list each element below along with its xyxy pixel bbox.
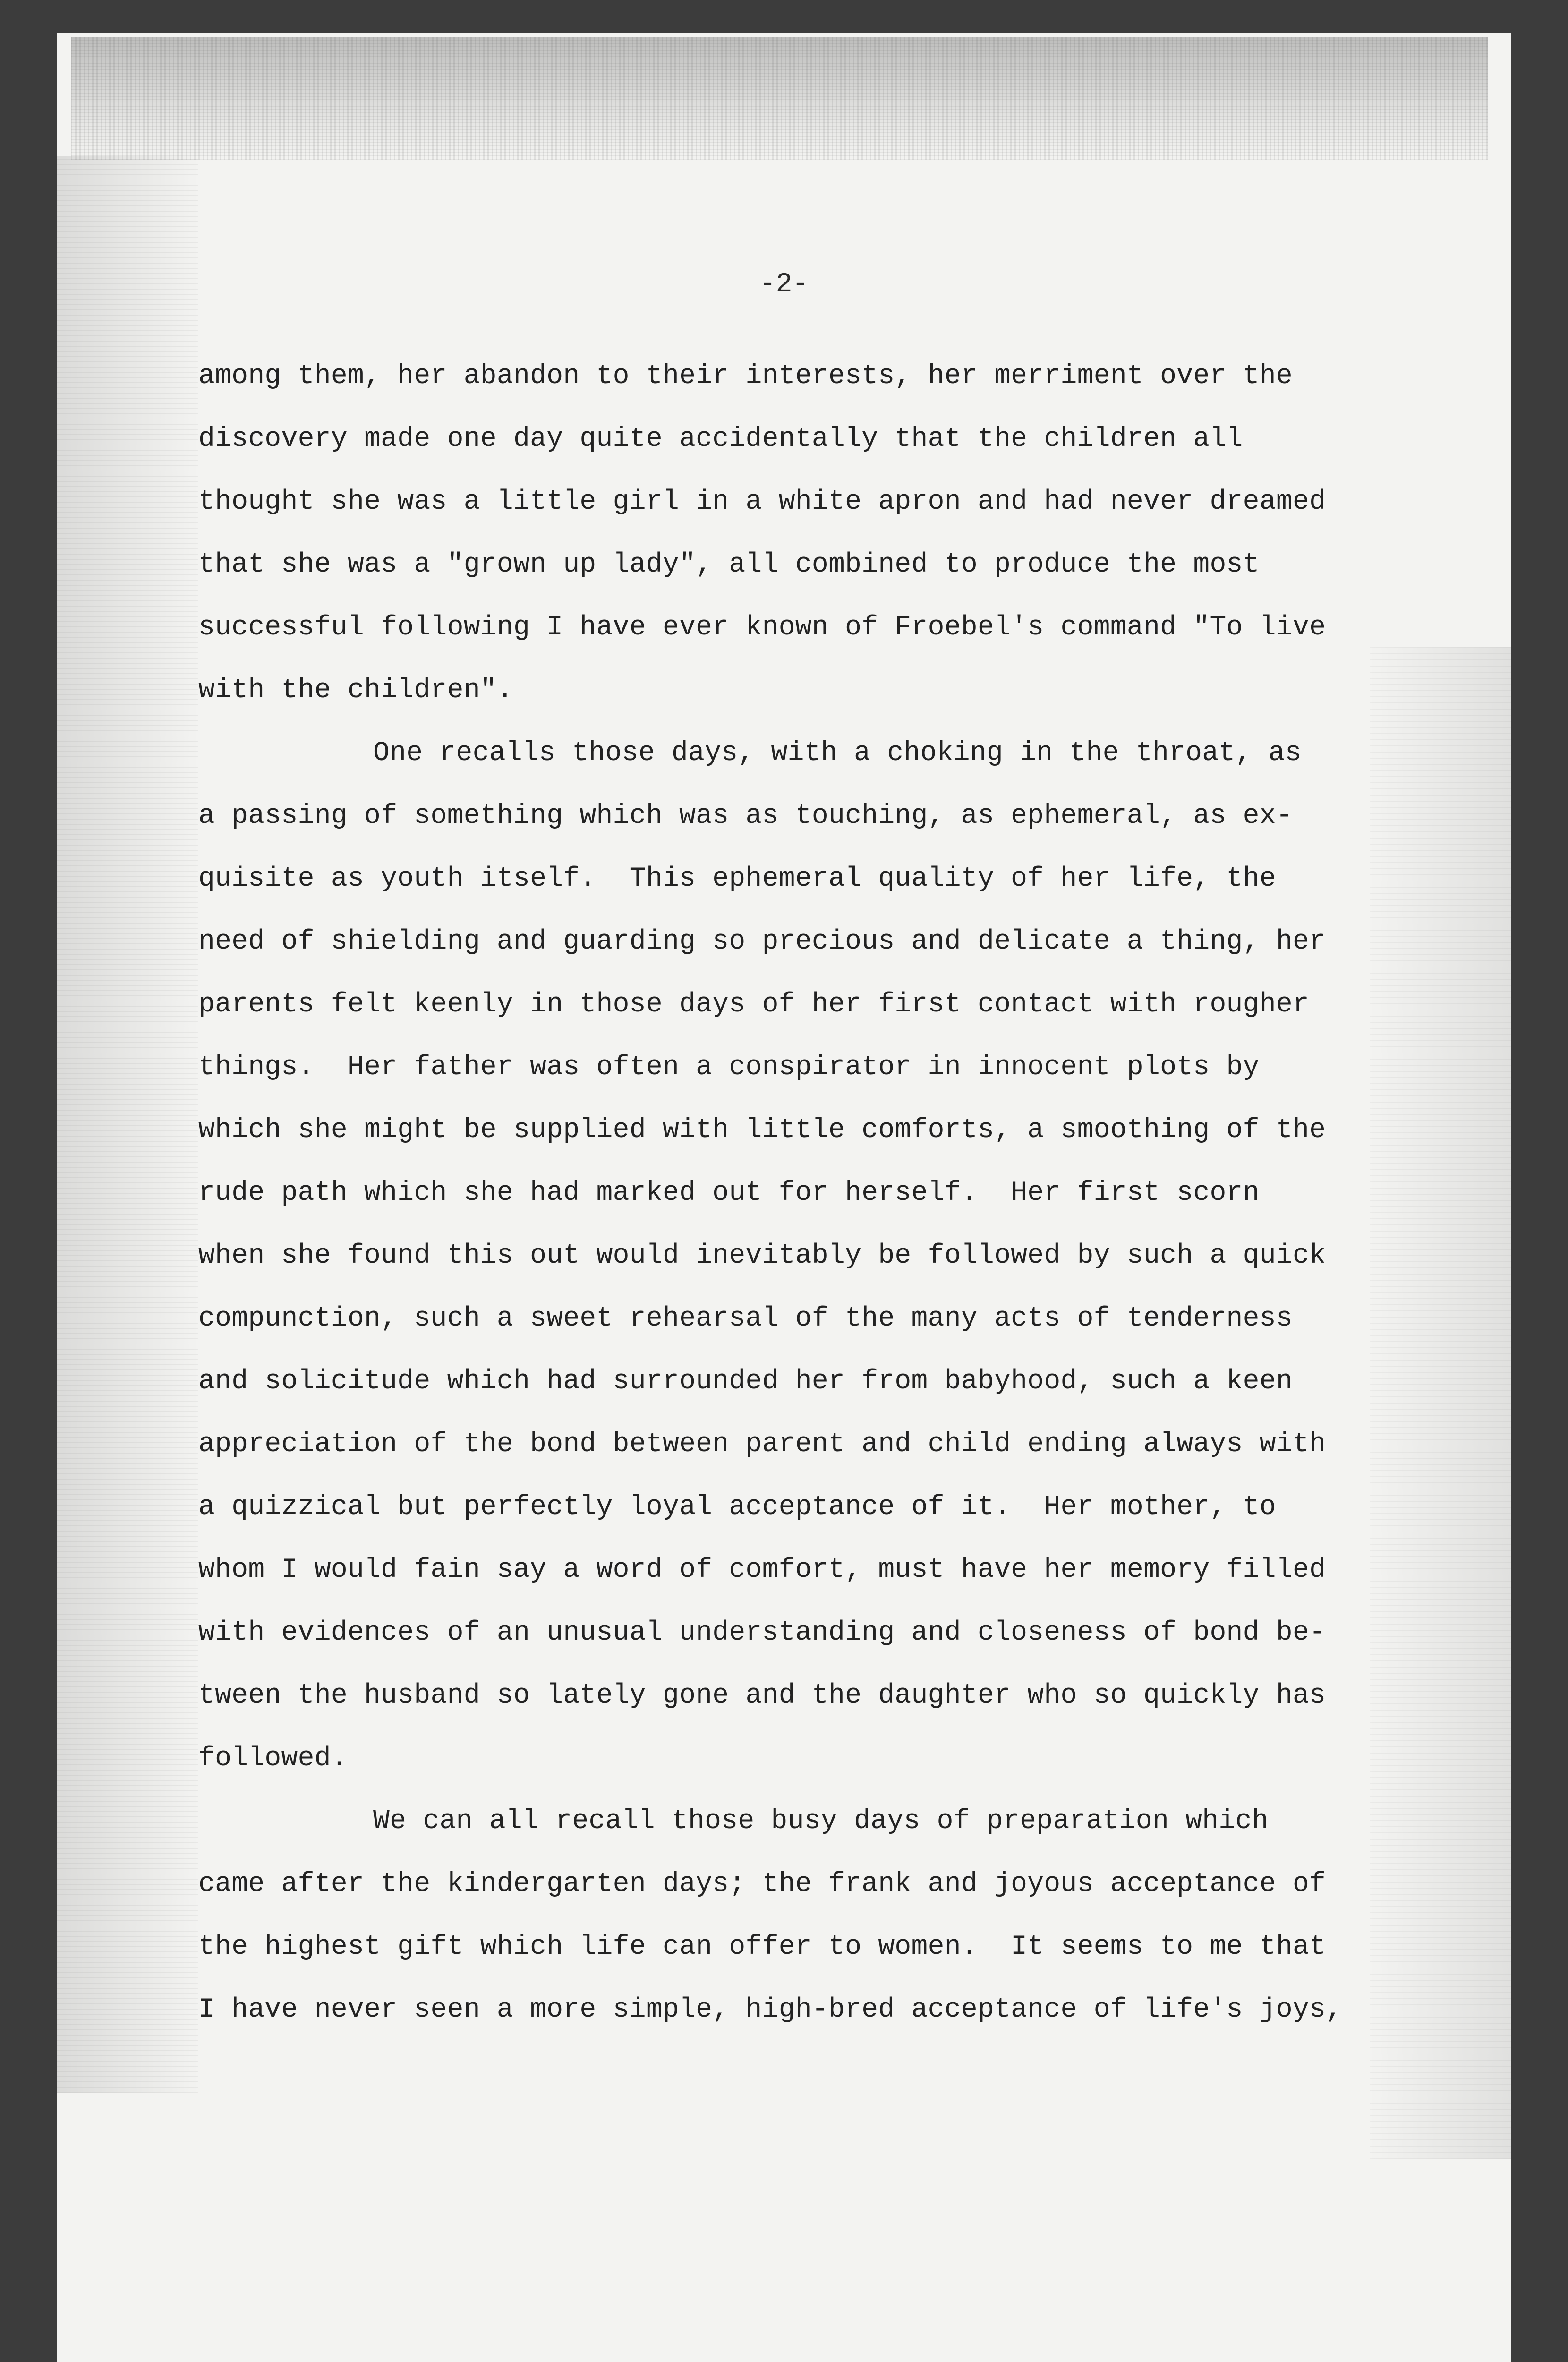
text-line: followed.: [198, 1743, 348, 1774]
text-line: quisite as youth itself. This ephemeral quality of her life, the: [198, 864, 1276, 894]
text-line: whom I would fain say a word of comfort, must have her memory filled: [198, 1555, 1326, 1585]
text-line: that she was a "grown up lady", all combined to produce the most: [198, 549, 1260, 580]
text-line: when she found this out would inevitably be followed by such a quick: [198, 1241, 1326, 1271]
page-number: -2-: [759, 269, 809, 300]
text-line: and solicitude which had surrounded her from babyhood, such a keen: [198, 1366, 1293, 1397]
typewritten-page: [57, 33, 1511, 2362]
text-line: among them, her abandon to their interests, her merriment over the: [198, 361, 1293, 392]
text-line: We can all recall those busy days of preparation which: [373, 1806, 1269, 1837]
text-line: came after the kindergarten days; the frank and joyous acceptance of: [198, 1869, 1326, 1900]
text-line: things. Her father was often a conspirator in innocent plots by: [198, 1052, 1260, 1083]
text-line: with the children".: [198, 675, 514, 706]
text-line: rude path which she had marked out for herself. Her first scorn: [198, 1178, 1260, 1208]
scan-noise-left: [57, 156, 198, 2093]
text-line: a passing of something which was as touching, as ephemeral, as ex-: [198, 801, 1293, 831]
text-line: thought she was a little girl in a white apron and had never dreamed: [198, 487, 1326, 517]
text-line: parents felt keenly in those days of her first contact with rougher: [198, 989, 1310, 1020]
text-line: appreciation of the bond between parent and child ending always with: [198, 1429, 1326, 1460]
text-line: successful following I have ever known of Froebel's command "To live: [198, 612, 1326, 643]
text-line: which she might be supplied with little comforts, a smoothing of the: [198, 1115, 1326, 1146]
text-line: with evidences of an unusual understanding and closeness of bond be-: [198, 1617, 1326, 1648]
text-line: I have never seen a more simple, high-bred acceptance of life's joys,: [198, 1994, 1343, 2025]
text-line: the highest gift which life can offer to women. It seems to me that: [198, 1932, 1326, 1962]
body-text: [198, 345, 1483, 2041]
text-line: discovery made one day quite accidentally that the children all: [198, 424, 1243, 454]
text-line: need of shielding and guarding so precious and delicate a thing, her: [198, 926, 1326, 957]
text-line: One recalls those days, with a choking in the throat, as: [373, 738, 1302, 769]
scan-noise-top: [71, 37, 1488, 160]
text-line: tween the husband so lately gone and the daughter who so quickly has: [198, 1680, 1326, 1711]
text-line: a quizzical but perfectly loyal acceptance of it. Her mother, to: [198, 1492, 1276, 1523]
text-line: compunction, such a sweet rehearsal of the many acts of tenderness: [198, 1303, 1293, 1334]
